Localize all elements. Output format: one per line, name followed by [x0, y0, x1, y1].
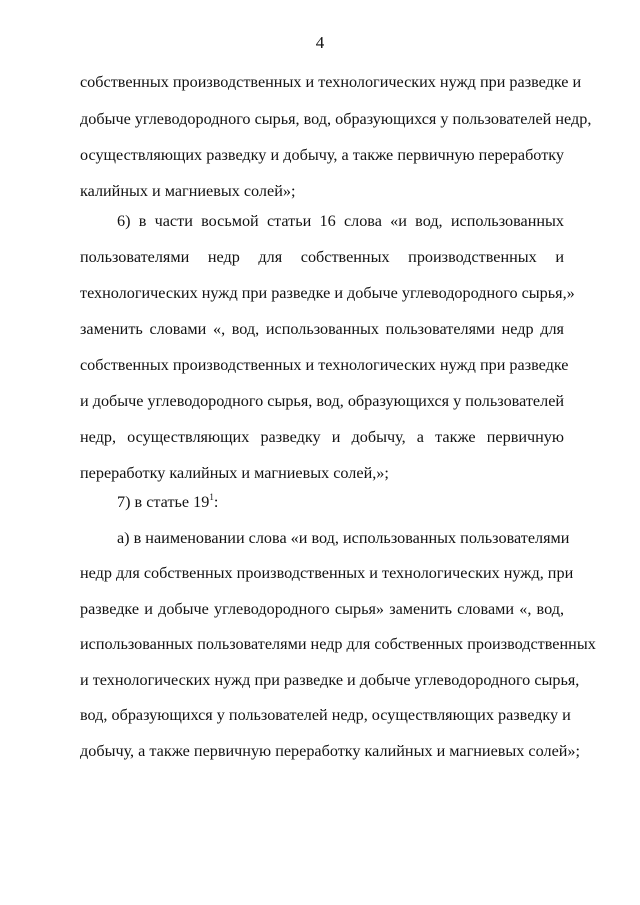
article-superscript: 1 [209, 492, 214, 502]
text-line: разведке и добыче углеводородного сырья» заменить словами «, вод, [80, 600, 564, 618]
text-line: осуществляющих разведку и добычу, а также первичную переработку [80, 146, 564, 164]
text-line: добычу, а также первичную переработку калийных и магниевых солей»; [80, 742, 581, 760]
text-line: и технологических нужд при разведке и добыче углеводородного сырья, [80, 671, 580, 689]
text-line: технологических нужд при разведке и добыче углеводородного сырья,» [80, 284, 575, 302]
text-line: недр для собственных производственных и технологических нужд, при [80, 564, 574, 582]
text-line: калийных и магниевых солей»; [80, 182, 296, 200]
article-colon: : [213, 493, 219, 511]
text-line: и добыче углеводородного сырья, вод, образующихся у пользователей [80, 392, 565, 410]
text-line: недр, осуществляющих разведку и добычу, а также первичную [80, 428, 564, 446]
text-line: пользователями недр для собственных производственных и [80, 248, 564, 266]
text-line: заменить словами «, вод, использованных пользователями недр для [80, 320, 564, 338]
text-line: добыче углеводородного сырья, вод, образующихся у пользователей недр, [80, 110, 592, 128]
text-line: вод, образующихся у пользователей недр, осуществляющих разведку и [80, 706, 571, 724]
text-line: а) в наименовании слова «и вод, использованных пользователями [117, 529, 570, 547]
text-line: 6) в части восьмой статьи 16 слова «и вод, использованных [117, 212, 564, 230]
text-line: собственных производственных и технологических нужд при разведке [80, 356, 569, 374]
article-ref-text: 7) в статье 19 [117, 493, 210, 511]
text-line: использованных пользователями недр для собственных производственных [80, 635, 596, 653]
text-line [117, 492, 564, 512]
text-line: переработку калийных и магниевых солей,»; [80, 464, 389, 482]
page-number: 4 [315, 33, 325, 52]
text-line: собственных производственных и технологических нужд при разведке и [80, 73, 582, 91]
